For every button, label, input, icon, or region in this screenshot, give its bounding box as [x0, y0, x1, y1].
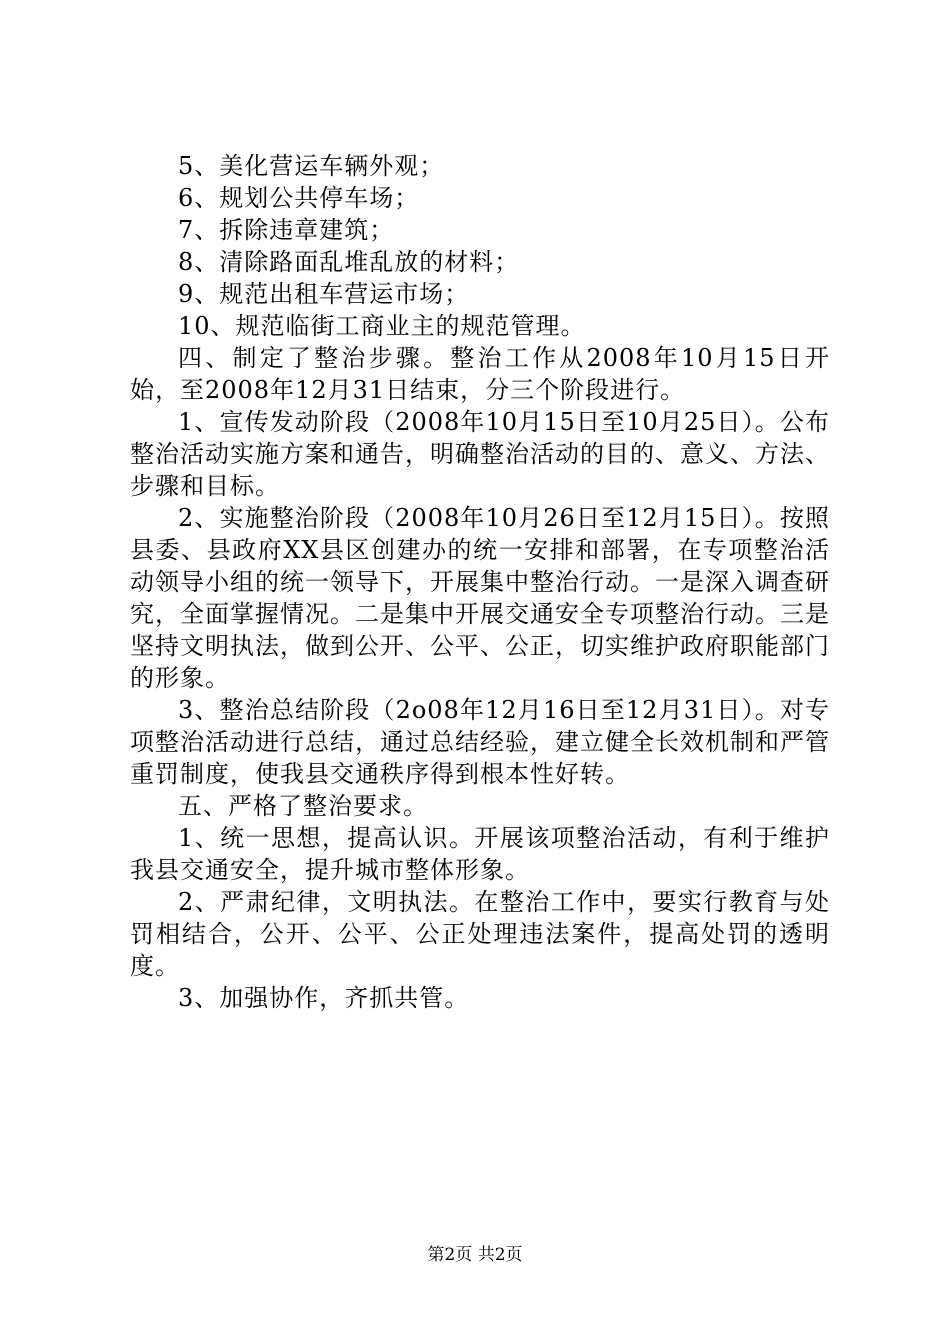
document-body — [130, 150, 830, 1014]
paragraph: 8、清除路面乱堆乱放的材料； — [178, 248, 520, 276]
page-number-label: 第2页 共2页 — [427, 1245, 523, 1265]
paragraph: 3、加强协作，齐抓共管。 — [178, 984, 470, 1012]
paragraph: 7、拆除违章建筑； — [178, 216, 395, 244]
page-footer — [0, 1244, 950, 1266]
paragraph: 5、美化营运车辆外观； — [178, 152, 445, 180]
paragraph: 9、规范出租车营运市场； — [178, 280, 470, 308]
paragraph: 2、实施整治阶段（2008年10月26日至12月15日）。按照县委、县政府XX县区创建办的统一安排和部署，在专项整治活动领导小组的统一领导下，开展集中整治行动。一是深入调查研究，全面掌握情况。二是集中开展交通安全专项整治行动。三是坚持文明执法，做到公开、公平、公正，切实维护政府职能部门的形象。 — [130, 504, 830, 692]
paragraph: 1、宣传发动阶段（2008年10月15日至10月25日）。公布整治活动实施方案和通告，明确整治活动的目的、意义、方法、步骤和目标。 — [130, 408, 830, 500]
paragraph: 2、严肃纪律，文明执法。在整治工作中，要实行教育与处罚相结合，公开、公平、公正处理违法案件，提高处罚的透明度。 — [130, 888, 830, 980]
paragraph: 3、整治总结阶段（2o08年12月16日至12月31日）。对专项整治活动进行总结，通过总结经验，建立健全长效机制和严管重罚制度，使我县交通秩序得到根本性好转。 — [130, 696, 830, 788]
paragraph: 6、规划公共停车场； — [178, 184, 420, 212]
paragraph: 1、统一思想，提高认识。开展该项整治活动，有利于维护我县交通安全，提升城市整体形象。 — [130, 824, 830, 884]
paragraph: 10、规范临街工商业主的规范管理。 — [178, 312, 586, 340]
section-heading-steps: 四、制定了整治步骤。整治工作从2008年10月15日开始，至2008年12月31日结束，分三个阶段进行。 — [130, 344, 830, 404]
section-heading-requirements: 五、严格了整治要求。 — [178, 792, 428, 820]
